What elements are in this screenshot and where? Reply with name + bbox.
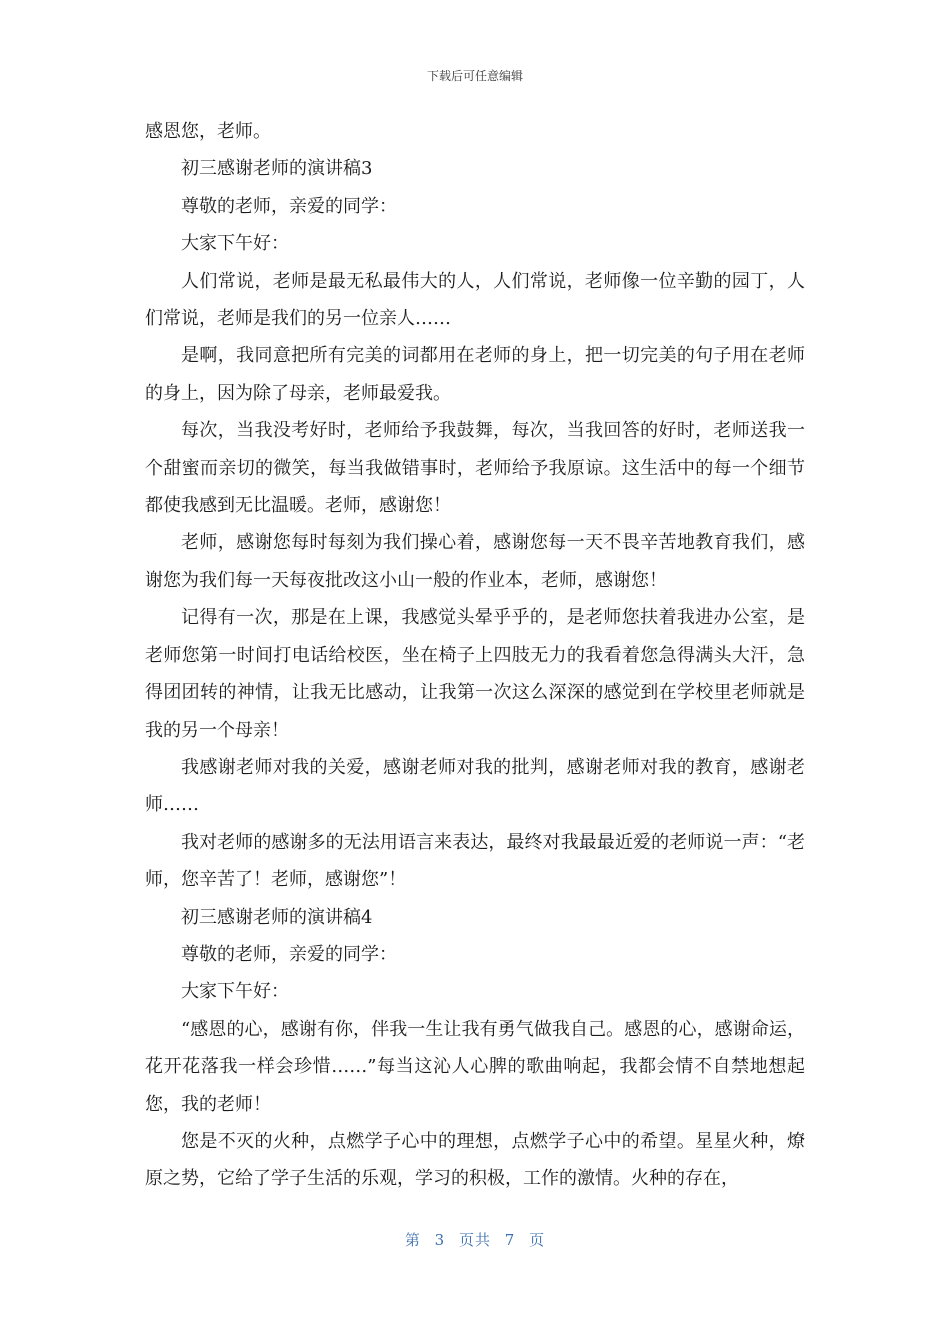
salutation: 尊敬的老师，亲爱的同学：	[181, 943, 397, 965]
paragraph: 我感谢老师对我的关爱，感谢老师对我的批判，感谢老师对我的教育，感谢老师……	[145, 756, 805, 816]
paragraph: 老师，感谢您每时每刻为我们操心着，感谢您每一天不畏辛苦地教育我们，感谢您为我们每一天每夜批改这小山一般的作业本，老师，感谢您！	[145, 532, 805, 591]
paragraph: 记得有一次，那是在上课，我感觉头晕乎乎的，是老师您扶着我进办公室，是老师您第一时间打电话给校医，坐在椅子上四肢无力的我看着您急得满头大汗，急得团团转的神情，让我无比感动，让我第一次这么深深的感觉到在学校里老师就是我的另一个母亲！	[145, 607, 805, 741]
paragraph: 每次，当我没考好时，老师给予我鼓舞，每次，当我回答的好时，老师送我一个甜蜜而亲切的微笑，每当我做错事时，老师给予我原谅。这生活中的每一个细节都使我感到无比温暖。老师，感谢您！	[145, 420, 805, 517]
page-header: 下载后可任意编辑	[426, 69, 523, 83]
paragraph: 我对老师的感谢多的无法用语言来表达，最终对我最最近爱的老师说一声：“老师，您辛苦了！老师，感谢您”！	[145, 831, 805, 891]
paragraph: 人们常说，老师是最无私最伟大的人，人们常说，老师像一位辛勤的园丁，人们常说，老师是我们的另一位亲人……	[145, 270, 805, 330]
greeting: 大家下午好：	[181, 233, 289, 255]
section-title: 初三感谢老师的演讲稿4	[181, 906, 373, 928]
page-number: 第 3 页共 7 页	[404, 1231, 546, 1249]
section-title: 初三感谢老师的演讲稿3	[181, 158, 373, 180]
paragraph: “感恩的心，感谢有你，伴我一生让我有勇气做我自己。感恩的心，感谢命运，花开花落我一样会珍惜……”每当这沁人心脾的歌曲响起，我都会情不自禁地想起您，我的老师！	[145, 1018, 805, 1115]
document-body	[145, 113, 805, 1198]
paragraph: 您是不灭的火种，点燃学子心中的理想，点燃学子心中的希望。星星火种，燎原之势，它给了学子生活的乐观，学习的积极，工作的激情。火种的存在，	[145, 1130, 805, 1190]
paragraph: 感恩您，老师。	[145, 121, 271, 142]
salutation: 尊敬的老师，亲爱的同学：	[181, 195, 397, 217]
greeting: 大家下午好：	[181, 981, 289, 1003]
paragraph: 是啊，我同意把所有完美的词都用在老师的身上，把一切完美的句子用在老师的身上，因为除了母亲，老师最爱我。	[145, 345, 805, 404]
